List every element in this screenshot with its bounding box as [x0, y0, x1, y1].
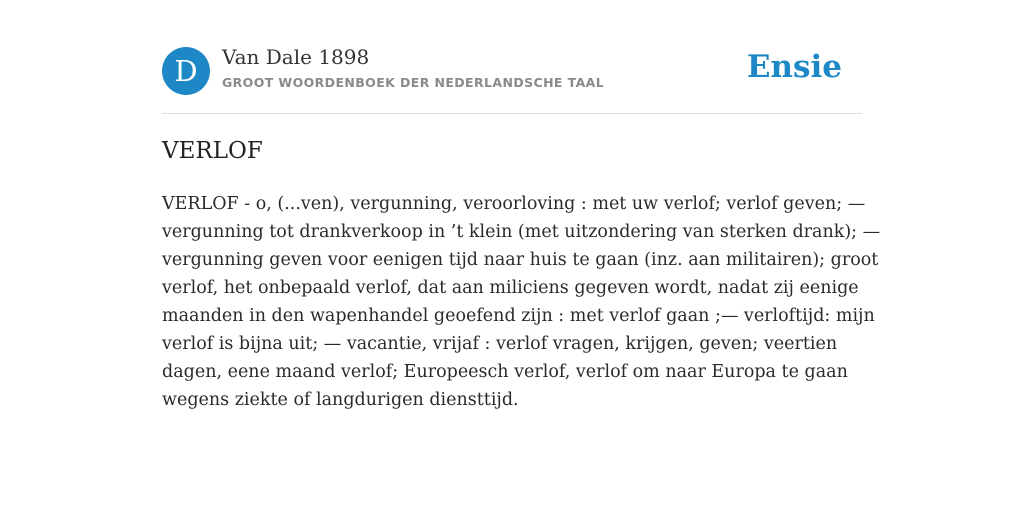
definition-line: wegens ziekte of langdurigen diensttijd.: [162, 390, 519, 410]
header-divider: [162, 113, 862, 114]
entry-title: VERLOF: [162, 138, 263, 164]
definition-line: verlof, het onbepaald verlof, dat aan miliciens gegeven wordt, nadat zij eenige: [162, 278, 859, 298]
definition-line: vergunning tot drankverkoop in ’t klein (met uitzondering van sterken drank); —: [162, 222, 881, 242]
definition-line: verlof is bijna uit; — vacantie, vrijaf : verlof vragen, krijgen, geven; veertien: [162, 334, 838, 354]
dictionary-title[interactable]: Van Dale 1898: [222, 45, 370, 69]
definition-line: VERLOF - o, (...ven), vergunning, veroorloving : met uw verlof; verlof geven; —: [162, 194, 866, 214]
ensie-logo[interactable]: Ensie: [746, 49, 842, 85]
entry-definition: [162, 190, 881, 414]
dictionary-subtitle: GROOT WOORDENBOEK DER NEDERLANDSCHE TAAL: [222, 75, 605, 90]
header: [162, 45, 862, 97]
dictionary-logo[interactable]: D: [162, 47, 210, 95]
definition-line: dagen, eene maand verlof; Europeesch verlof, verlof om naar Europa te gaan: [162, 362, 848, 382]
definition-line: maanden in den wapenhandel geoefend zijn : met verlof gaan ;— verloftijd: mijn: [162, 306, 875, 326]
definition-line: vergunning geven voor eenigen tijd naar huis te gaan (inz. aan militairen); groot: [162, 250, 879, 270]
